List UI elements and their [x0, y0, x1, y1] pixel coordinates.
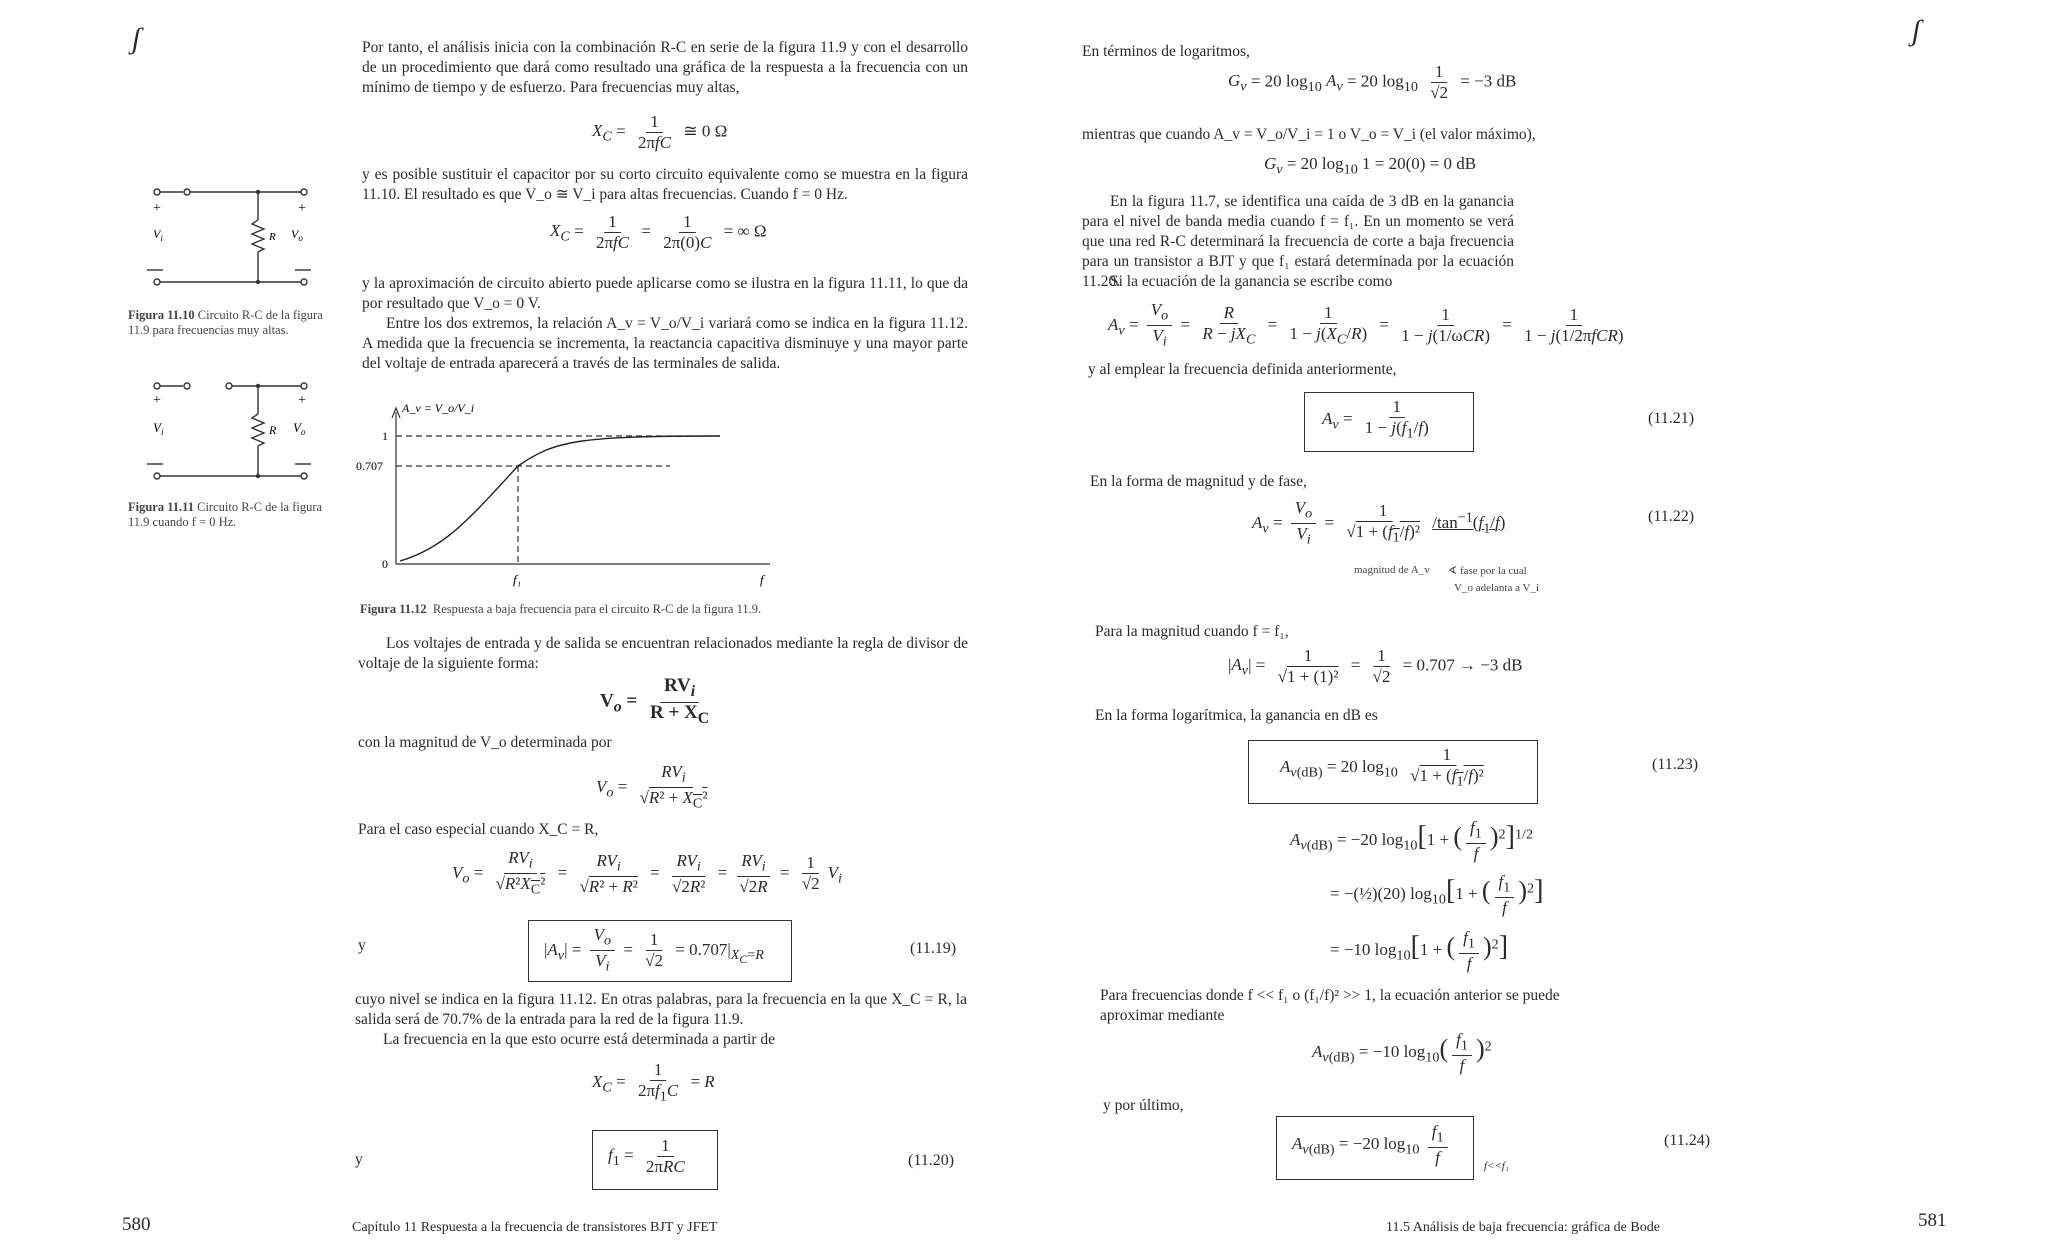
- svg-text:Vi: $V_i$: [153, 227, 163, 243]
- svg-text:R: R: [269, 423, 277, 437]
- caption-figure-11-10: [128, 308, 333, 338]
- equation-vo-magnitude: $V_o$ = $\frac{RV_i}{√R^2 + X_C^2}$: [596, 762, 708, 812]
- equation-av-series: $A_v$ = $\frac{V_o}{V_i}$ = $\frac{R}{R - jX_C}$ = $\frac{1}{1 - j(X_C/R)}$ = $\frac{1}{\text{1 − j(1/ωCR)}}$ = $\frac{1}{\text{1 − j(1/2πfCR)}}$: [1108, 300, 1624, 350]
- equation-11-20: $f_1$ = $\frac{1}{\text{2πRC}}$: [608, 1136, 685, 1176]
- caption-label: Figura 11.11: [128, 500, 194, 514]
- corner-mark-right: ʃ: [1912, 14, 1921, 47]
- svg-text:Vo: $V_o$: [291, 227, 303, 243]
- corner-mark-left: ʃ: [132, 22, 141, 55]
- equation-11-22: $A_v$ = $\frac{V_o}{V_i}$ = $\frac{1}{√1 + (f_1/f)^2}$ $/\tan^{-1}(f_1/f)$: [1252, 498, 1506, 548]
- paragraph-3db-drop: En la figura 11.7, se identifica una caída de 3 dB en la ganancia para el nivel de banda media cuando f = f₁. En un momento se verá que una red R-C determinará la frecuencia de corte a baja frecuencia para un transistor a BJT y que f₁ estará determinada por la ecuación 11.20.: [1082, 193, 1514, 290]
- svg-text:Vo: $V_o$: [293, 420, 306, 437]
- svg-text:Vi: $V_i$: [153, 420, 164, 437]
- caption-label: Figura 11.12: [360, 602, 427, 616]
- equation-number-11-21: (11.21): [1648, 410, 1695, 427]
- caption-figure-11-11: [128, 500, 333, 530]
- graph-tick-f1: f₁: [513, 572, 522, 587]
- equation-number-11-24: (11.24): [1664, 1132, 1711, 1149]
- label-phase-1: ∢ fase por la cual: [1448, 565, 1527, 577]
- circuit-figure-11-11: [145, 376, 325, 486]
- paragraph-gain-equation: Si la ecuación de la ganancia se escribe como: [1110, 273, 1393, 290]
- caption-figure-11-12: [360, 602, 960, 617]
- svg-text:+: +: [298, 393, 306, 408]
- caption-text: Circuito R-C de la figura 11.9 cuando f = 0 Hz.: [128, 500, 323, 529]
- equation-xc-zero: $X_C$ = $\frac{1}{\text{2πfC}}$ = $\frac{1}{2\pi(0)C}$ = ∞ Ω: [550, 212, 767, 252]
- equation-av-db-step1: $A_{v(dB)} = -20$ $\log_{10}[1$ + ( $\frac{f_1}{f}$ )$^2$]$^{1/2}$: [1290, 818, 1534, 864]
- equation-xc-f1: $X_C$ = $\frac{1}{2\pi f_1C}$ = R: [592, 1060, 715, 1105]
- equation-11-19: $|A_v|$ = $\frac{V_o}{V_i}$ = $\frac{1}{√2}$ = $0.707|_{X_C=R}$: [544, 925, 764, 975]
- graph-tick-f: f: [760, 572, 764, 587]
- paragraph-open-circuit: y la aproximación de circuito abierto puede aplicarse como se ilustra en la figura 11.11, lo que da por resultado que V_o = 0 V.: [362, 275, 968, 312]
- equation-number-11-22: (11.22): [1648, 508, 1695, 525]
- footer-right: 11.5 Análisis de baja frecuencia: gráfica de Bode: [1386, 1220, 1660, 1235]
- equation-gv-0db: $G_v = 20$ $\log_{10} 1 = 20(0) = 0$ dB: [1264, 154, 1477, 178]
- equation-number-11-23: (11.23): [1652, 756, 1699, 773]
- label-phase-2: V_o adelanta a V_i: [1454, 582, 1540, 594]
- caption-label: Figura 11.10: [128, 308, 195, 322]
- equation-av-db-step3: = −10 $\log_{10}[1$ + ( $\frac{f_1}{f}$ )$^2$]: [1330, 928, 1509, 974]
- svg-text:+: +: [298, 201, 306, 216]
- caption-text: Circuito R-C de la figura 11.9 para frecuencias muy altas.: [128, 308, 323, 337]
- svg-text:R: R: [269, 231, 276, 243]
- paragraph-max-value: mientras que cuando A_v = V_o/V_i = 1 o V_o = V_i (el valor máximo),: [1082, 126, 1536, 143]
- graph-figure-11-12: [350, 398, 770, 598]
- paragraph-magnitude-f1: Para la magnitud cuando f = f₁,: [1095, 623, 1289, 640]
- equation-vo-special: $V_o$ = $\frac{RV_i}{√R^2X_C^2}$ = $\frac{RV_i}{\text{√R² + R²}}$ = $\frac{RV_i}{\text{√2R²}}$ = $\frac{RV_i}{√2R}$ = $\frac{1}{√2}$ $V_i$: [452, 848, 842, 898]
- page-number-right: 581: [1918, 1210, 1947, 1231]
- paragraph-magnitude-phase: En la forma de magnitud y de fase,: [1090, 473, 1307, 490]
- equation-av-db-approx: $A_{v(dB)} = -10$ $\log_{10}$( $\frac{f_1}{f}$ )$^2$: [1312, 1030, 1492, 1076]
- paragraph-frequency: La frecuencia en la que esto ocurre está determinada a partir de: [383, 1031, 776, 1048]
- equation-11-24-condition: f<<f₁: [1484, 1160, 1509, 1172]
- graph-tick-1: 1: [382, 429, 388, 443]
- paragraph-level: cuyo nivel se indica en la figura 11.12. En otras palabras, para la frecuencia en la que X_C = R, la salida será de 70.7% de la entrada para la red de la figura 11.9.: [355, 991, 967, 1028]
- equation-11-21: $A_v$ = $\frac{1}{1 - j(f_1/f)}$: [1322, 397, 1429, 442]
- paragraph-special-case: Para el caso especial cuando X_C = R,: [358, 821, 599, 838]
- circuit-figure-11-10: [145, 182, 325, 292]
- equation-av-f1: $|A_v|$ = $\frac{1}{\text{√1 + (1)²}}$ = $\frac{1}{√2}$ = 0.707 → −3 dB: [1228, 646, 1523, 686]
- footer-left: Capítulo 11 Respuesta a la frecuencia de transistores BJT y JFET: [352, 1220, 718, 1235]
- equation-number-11-19: (11.19): [910, 940, 957, 957]
- paragraph-defined-frequency: y al emplear la frecuencia definida anteriormente,: [1088, 361, 1397, 378]
- svg-text:+: +: [153, 201, 161, 216]
- paragraph-between-extremes: Entre los dos extremos, la relación A_v = V_o/V_i variará como se indica en la figura 11.12. A medida que la frecuencia se incrementa, la reactancia capacitiva disminuye y una mayor parte del voltaje de entrada aparecerá a través de las terminales de salida.: [362, 315, 968, 372]
- paragraph-finally: y por último,: [1103, 1097, 1184, 1114]
- paragraph-logarithms: En términos de logaritmos,: [1082, 43, 1250, 60]
- graph-ylabel: A_v = V_o/V_i: [402, 401, 475, 415]
- paragraph-log-form: En la forma logarítmica, la ganancia en dB es: [1095, 707, 1378, 724]
- graph-tick-0707: 0.707: [356, 459, 383, 473]
- equation-vo-divider: $V_o$ = $\frac{RV_i}{R + X_C}$: [600, 675, 710, 727]
- page-number-left: 580: [122, 1214, 151, 1235]
- equation-gv-3db: $G_v = 20$ $\log_{10} A_v = 20$ $\log_{10}$ $\frac{1}{√2}$ = −3 dB: [1228, 62, 1517, 102]
- equation-av-db-step2: = −(½)(20) $\log_{10}[1$ + ( $\frac{f_1}{f}$ )$^2$]: [1330, 872, 1544, 918]
- graph-tick-0: 0: [382, 557, 388, 571]
- label-magnitude: magnitud de A_v: [1354, 564, 1430, 576]
- paragraph-short-circuit: y es posible sustituir el capacitor por su corto circuito equivalente como se muestra en la figura 11.10. El resultado es que V_o ≅ V_i para altas frecuencias. Cuando f = 0 Hz.: [362, 166, 968, 203]
- caption-text: Respuesta a baja frecuencia para el circuito R-C de la figura 11.9.: [432, 602, 762, 616]
- text-y-2: y: [355, 1151, 363, 1168]
- paragraph-magnitude: con la magnitud de V_o determinada por: [358, 734, 612, 751]
- equation-11-23: $A_{v(dB)} = 20$ $\log_{10}$ $\frac{1}{√1 + (f_1/f)^2}$: [1280, 745, 1484, 790]
- equation-xc-high: $X_C$ = $\frac{1}{\text{2πfC}}$ ≅ 0 Ω: [592, 112, 728, 152]
- equation-11-24: $A_{v(dB)} = -20$ $\log_{10}$ $\frac{f_1}{f}$: [1292, 1122, 1452, 1168]
- equation-number-11-20: (11.20): [908, 1152, 955, 1169]
- paragraph-intro: Por tanto, el análisis inicia con la combinación R-C en serie de la figura 11.9 y con el desarrollo de un procedimiento que dará como resultado una gráfica de la respuesta a la frecuencia con un mínimo de tiempo y de esfuerzo. Para frecuencias muy altas,: [362, 39, 968, 96]
- text-y-1: y: [358, 937, 366, 954]
- paragraph-approximation: Para frecuencias donde f << f₁ o (f₁/f)² >> 1, la ecuación anterior se puede aproximar mediante: [1100, 987, 1560, 1024]
- svg-text:+: +: [153, 393, 161, 408]
- paragraph-voltage-divider: Los voltajes de entrada y de salida se encuentran relacionados mediante la regla de divisor de voltaje de la siguiente forma:: [358, 635, 968, 672]
